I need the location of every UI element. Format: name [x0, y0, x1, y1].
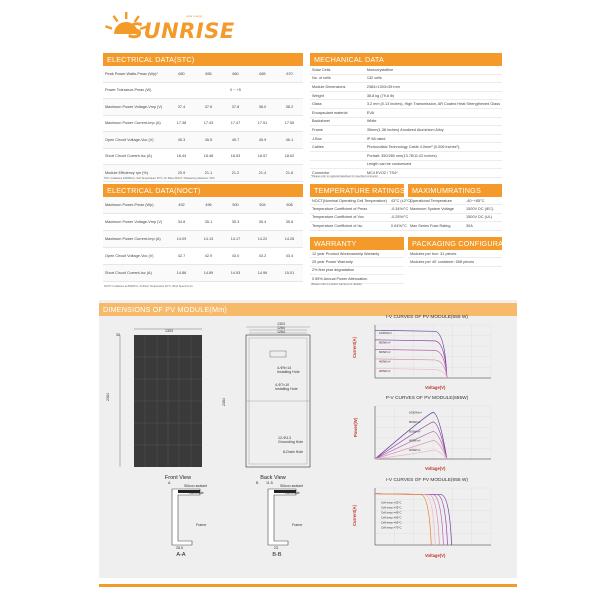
noct-value: 14.22 [249, 231, 276, 248]
noct-value: 14.17 [222, 231, 249, 248]
dim-35: 35 [116, 333, 120, 337]
stc-value: 21.1 [195, 165, 222, 182]
table-row [310, 205, 413, 213]
mech-key: Glass [310, 100, 365, 109]
table-row [310, 126, 502, 135]
table-row [310, 151, 502, 160]
mech-key: J-Box [310, 134, 365, 143]
mech-value: IP 68 rated [365, 134, 502, 143]
table-row [310, 143, 502, 152]
stc-value: 37.4 [168, 99, 195, 116]
table-row [408, 205, 502, 213]
table-row [408, 213, 502, 221]
warranty-table [310, 250, 404, 284]
stc-value: 45.5 [195, 132, 222, 149]
stc-value: 18.44 [168, 148, 195, 165]
iv2-ylabel: Current(A) [351, 505, 357, 526]
legend-label: 800W/m² [379, 340, 391, 345]
mech-value: Portrait: 350/280 mm(13.78/11.02 inches) [365, 151, 502, 160]
stc-value: 45.3 [168, 132, 195, 149]
stc-value: 18.53 [222, 148, 249, 165]
mech-key [310, 160, 365, 169]
stc-value: 18.62 [276, 148, 303, 165]
hole-label-4: 8-Drain Hole [283, 450, 304, 454]
legend-label: 600W/m² [409, 429, 421, 434]
noct-value: 42.7 [168, 248, 195, 265]
mech-key: No. of cells [310, 74, 365, 83]
table-row [103, 265, 303, 282]
table-row [408, 197, 502, 205]
section-bb-dim-b: B [256, 481, 259, 485]
temperature-header: TEMPERATURE RATINGS [310, 184, 404, 197]
mech-key: Module Dimensions [310, 83, 365, 92]
legend-label: 200W/m² [379, 368, 391, 373]
maxr-key [408, 213, 464, 221]
pv-xlabel: Voltage(V) [425, 466, 446, 471]
mechanical-table [310, 66, 502, 178]
mech-value: 3.2 mm (0.13 inches), High Transmission, AR Coated Heat Strengthened Glass [365, 100, 502, 109]
iv-curve-title: I-V CURVES OF PV MODULE(655 W) [385, 315, 468, 320]
table-row [103, 82, 303, 99]
stc-label: Short Circuit Current-Isc (A) [103, 148, 168, 165]
front-view-label: Front View [164, 475, 192, 481]
stc-value: 21.6 [276, 165, 303, 182]
noct-value: 35.3 [222, 214, 249, 231]
noct-value: 42.9 [195, 248, 222, 265]
back-view-label: Back View [260, 475, 286, 481]
noct-value: 504 [249, 197, 276, 214]
legend-label: 400W/m² [409, 438, 421, 443]
section-bb-frame: Frame [292, 523, 303, 527]
table-row [310, 197, 413, 205]
stc-value: 18.57 [249, 148, 276, 165]
brand-logo [108, 8, 258, 48]
section-aa-laminate: Laminate [189, 491, 204, 495]
stc-value: 38.2 [276, 99, 303, 116]
temp-value: -0.34%/°C [389, 205, 414, 213]
packaging-header: PACKAGING CONFIGURATION [408, 237, 502, 250]
maxr-value: 30A [464, 222, 502, 230]
temp-key: Temperature Coefficient of Voc [310, 213, 389, 221]
back-width-2: 1264 [277, 326, 285, 330]
stc-value: 17.55 [276, 115, 303, 132]
stc-value: 17.51 [249, 115, 276, 132]
pv-curve-chart [365, 403, 495, 465]
footer-bar [99, 584, 517, 587]
stc-value: 650 [168, 66, 195, 82]
noct-value: 43.2 [249, 248, 276, 265]
noct-value: 14.26 [276, 231, 303, 248]
temp-value: -0.25%/°C [389, 213, 414, 221]
warr-text: 0.55% Annual Power Attenuation [310, 275, 404, 283]
back-width-1: 1303 [277, 322, 285, 326]
table-row [310, 266, 404, 274]
noct-value: 43.4 [276, 248, 303, 265]
stc-value: 670 [276, 66, 303, 82]
table-row [310, 117, 502, 126]
section-bb-laminate: Laminate [285, 491, 300, 495]
legend-label: Cell temp.=35°C [381, 505, 402, 510]
maxr-value: -40~+85°C [464, 197, 502, 205]
stc-label: Open Circuit Voltage-Voc (V) [103, 132, 168, 149]
front-width: 1303 [165, 329, 173, 333]
electrical-stc-header: ELECTRICAL DATA(STC) [103, 53, 303, 66]
section-bb-sealant: Silicon sealant [280, 484, 304, 488]
legend-label: Cell temp.=45°C [381, 510, 402, 515]
table-row [310, 250, 404, 258]
noct-value: 34.8 [168, 214, 195, 231]
noct-value: 508 [276, 197, 303, 214]
mech-value: Photovoltaic Technology Cable 4.0mm² (0.006 inches²), [365, 143, 502, 152]
mech-key [310, 151, 365, 160]
section-bb-label: B-B [272, 552, 282, 558]
noct-value: 14.96 [249, 265, 276, 282]
section-aa-dim-a: A [168, 481, 171, 485]
mech-key: Connector [310, 169, 365, 178]
iv2-curve-title: I-V CURVES OF PV MODULE(655 W) [385, 478, 468, 483]
table-row [310, 258, 404, 266]
temp-value: 43°C (±2°C) [389, 197, 414, 205]
stc-value: 45.7 [222, 132, 249, 149]
mechanical-header: MECHANICAL DATA [310, 53, 502, 66]
maxr-key: Operational Temperature [408, 197, 464, 205]
stc-value: 45.9 [249, 132, 276, 149]
section-aa-sealant: Silicon sealant [184, 484, 208, 488]
table-row [310, 100, 502, 109]
noct-value: 43.0 [222, 248, 249, 265]
temp-value: 0.04%/°C [389, 222, 414, 230]
mech-key: Cables [310, 143, 365, 152]
maxr-key: Maximum System Voltage [408, 205, 464, 213]
legend-label: 1000W/m² [379, 330, 392, 335]
noct-value: 15.01 [276, 265, 303, 282]
temp-key: NOCT(Nominal Operating Cell Temperature) [310, 197, 389, 205]
warr-text: 25 year Power Warranty [310, 258, 404, 266]
stc-value: 17.38 [168, 115, 195, 132]
back-width-3: 1264 [277, 330, 285, 334]
stc-label: Maximum Power Current-Imp (A) [103, 115, 168, 132]
table-row [103, 99, 303, 116]
brand-name: SUNRISE [128, 19, 235, 43]
table-row [408, 258, 502, 266]
noct-value: 14.09 [168, 231, 195, 248]
mechanical-note: *Please refer to regional datasheet for specified connector. [311, 175, 379, 178]
section-aa-frame: Frame [196, 523, 207, 527]
legend-label: 800W/m² [409, 419, 421, 424]
electrical-noct-header: ELECTRICAL DATA(NOCT) [103, 184, 303, 197]
table-row [408, 222, 502, 230]
legend-label: 1000W/m² [409, 410, 422, 415]
noct-value: 35.1 [195, 214, 222, 231]
noct-value: 14.93 [222, 265, 249, 282]
iv-ylabel: Current(A) [351, 337, 357, 358]
brand-tagline: solar energy [186, 14, 203, 18]
back-height: 2384 [222, 398, 226, 406]
temperature-table [310, 197, 413, 231]
stc-value: 17.47 [222, 115, 249, 132]
maxr-value: 1500V DC (UL) [464, 213, 502, 221]
pack-text: Modules per box: 31 pieces [408, 250, 502, 258]
stc-label: Power Tolerance-Pmax (W) [103, 82, 168, 99]
table-row [310, 160, 502, 169]
iv2-curve-chart [365, 485, 495, 551]
table-row [103, 148, 303, 165]
section-bb-dim: 11.5 [266, 481, 273, 485]
stc-label: Maximum Power Voltage-Vmp (V) [103, 99, 168, 116]
mech-value: MC4 EVO2 / TS4* [365, 169, 502, 178]
noct-label: Open Circuit Voltage-Voc (V) [103, 248, 168, 265]
iv-xlabel: Voltage(V) [425, 385, 446, 390]
mech-value: Monocrystalline [365, 66, 502, 74]
noct-value: 14.86 [168, 265, 195, 282]
stc-value: 18.48 [195, 148, 222, 165]
iv2-xlabel: Voltage(V) [425, 553, 446, 558]
dimensions-header: DIMENSIONS OF PV MODULE(Mm) [99, 303, 517, 316]
stc-label: Module Efficiency ηm (%) [103, 165, 168, 182]
maxr-value: 1500V DC (IEC) [464, 205, 502, 213]
noct-value: 500 [222, 197, 249, 214]
legend-label: Cell temp.=55°C [381, 515, 402, 520]
mech-key: Weight [310, 91, 365, 100]
stc-value: 37.6 [195, 99, 222, 116]
electrical-stc-note: STC: Irradiance 1000W/m², Cell Temperature 25°C, Air Mass AM1.5. *Measuring tolerance: ±3%. [104, 177, 216, 180]
pv-curve-title: P-V CURVES OF PV MODULE(655W) [385, 396, 469, 401]
mech-key: Backsheet [310, 117, 365, 126]
legend-label: Cell temp.=25°C [381, 500, 402, 505]
packaging-table [408, 250, 502, 267]
table-row [103, 197, 303, 214]
stc-value: 37.8 [222, 99, 249, 116]
mech-key: Encapsulant material [310, 108, 365, 117]
max-ratings-table [408, 197, 502, 231]
stc-value: 655 [195, 66, 222, 82]
maxr-key: Max Series Fuse Rating [408, 222, 464, 230]
mech-value: 35mm(1.38 inches) Anodized Aluminium Alloy [365, 126, 502, 135]
table-row [103, 132, 303, 149]
table-row [103, 214, 303, 231]
front-height: 2384 [106, 393, 110, 401]
legend-label: 200W/m² [409, 447, 421, 452]
hole-label-1: 4-Φ9×14 Installing Hole [277, 366, 300, 374]
legend-label: Cell temp.=65°C [381, 520, 402, 525]
table-row [310, 74, 502, 83]
mech-value: 2384×1303×35 mm [365, 83, 502, 92]
noct-value: 14.89 [195, 265, 222, 282]
iv-curve-chart [365, 322, 495, 384]
mech-value: 132 cells [365, 74, 502, 83]
table-row [103, 248, 303, 265]
mech-value: White [365, 117, 502, 126]
warr-text: 2% first year degradation [310, 266, 404, 274]
noct-label: Maximum Power Voltage-Vmp (V) [103, 214, 168, 231]
table-row [310, 222, 413, 230]
table-row [103, 115, 303, 132]
mech-key: Frame [310, 126, 365, 135]
stc-value: 21.4 [249, 165, 276, 182]
mech-value: 38.8 kg (79.6 lb) [365, 91, 502, 100]
noct-value: 35.4 [249, 214, 276, 231]
table-row [310, 91, 502, 100]
noct-value: 496 [195, 197, 222, 214]
table-row [310, 275, 404, 283]
noct-value: 35.6 [276, 214, 303, 231]
front-view-drawing [110, 323, 220, 473]
max-ratings-header: MAXIMUMRATINGS [408, 184, 502, 197]
stc-label: Peak Power Watts-Pmax (Wp)* [103, 66, 168, 82]
stc-value: 21.2 [222, 165, 249, 182]
table-row [310, 134, 502, 143]
stc-value: 38.0 [249, 99, 276, 116]
pv-ylabel: Power(W) [353, 417, 359, 438]
table-row [310, 108, 502, 117]
mech-key: Solar Cells [310, 66, 365, 74]
temp-key: Temperature Coefficient of Isc [310, 222, 389, 230]
stc-value: 660 [222, 66, 249, 82]
noct-label: Maximum Power Current-Imp (A) [103, 231, 168, 248]
section-aa-label: A-A [176, 552, 186, 558]
stc-value: 46.1 [276, 132, 303, 149]
section-bb-width: 23 [274, 546, 278, 550]
table-row [103, 66, 303, 82]
noct-label: Maximum Power-Pmax (Wp) [103, 197, 168, 214]
back-view-drawing [228, 323, 323, 473]
stc-value: 20.9 [168, 165, 195, 182]
warranty-note: (Please refer to product warranty for details) [311, 283, 362, 286]
hole-label-3: 12-Φ4.3 Grounding Hole [278, 436, 304, 444]
table-row [310, 66, 502, 74]
table-row [310, 213, 413, 221]
table-row [103, 231, 303, 248]
mech-value: EVA [365, 108, 502, 117]
electrical-noct-note: NOCT: Irradiance at 800W/m², Ambient Temperature 20°C, Wind Speed 1m/s. [104, 285, 194, 288]
plot-axes [375, 325, 491, 378]
noct-value: 492 [168, 197, 195, 214]
legend-label: 400W/m² [379, 359, 391, 364]
temp-key: Temperature Coefficient of Pmax [310, 205, 389, 213]
hole-label-2: 4-Φ7×10 Installing Hole [275, 383, 298, 391]
table-row [408, 250, 502, 258]
table-row [310, 83, 502, 92]
legend-label: Cell temp.=75°C [381, 525, 402, 530]
stc-value: 0 ~ +5 [168, 82, 303, 99]
stc-value: 17.43 [195, 115, 222, 132]
stc-value: 665 [249, 66, 276, 82]
section-aa-width: 28.5 [176, 546, 183, 550]
electrical-noct-table [103, 197, 303, 282]
warranty-header: WARRANTY [310, 237, 404, 250]
noct-value: 14.13 [195, 231, 222, 248]
mech-value: Length can be customized [365, 160, 502, 169]
curve-series [375, 431, 447, 459]
electrical-stc-table [103, 66, 303, 182]
noct-label: Short Circuit Current-Isc (A) [103, 265, 168, 282]
legend-label: 600W/m² [379, 349, 391, 354]
plot-axes [375, 406, 491, 459]
pack-text: Modules per 40' container: 558 pieces [408, 258, 502, 266]
warr-text: 12 year Product Workmanship Warranty [310, 250, 404, 258]
